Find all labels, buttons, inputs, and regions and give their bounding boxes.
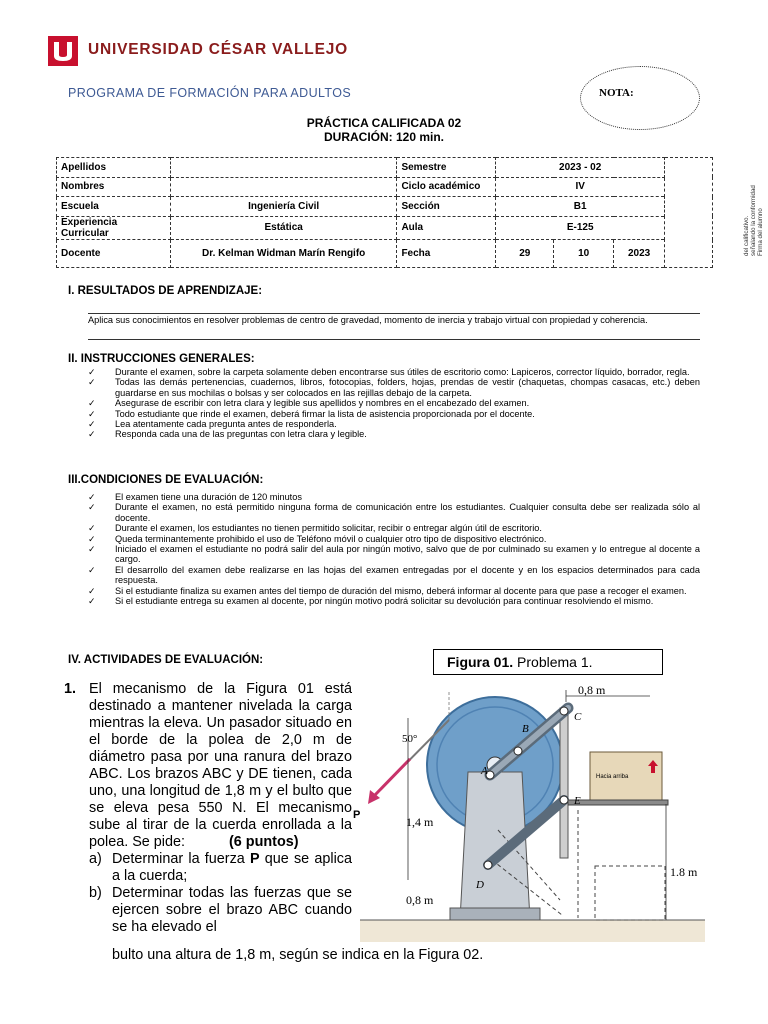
apellidos-label: Apellidos	[57, 158, 171, 178]
dim-top-label: 0,8 m	[578, 683, 606, 697]
label-a: A	[481, 765, 488, 777]
force-arrow	[374, 759, 410, 796]
section-1-title: I. RESULTADOS DE APRENDIZAJE:	[68, 285, 263, 297]
escuela-label: Escuela	[57, 197, 171, 217]
firma-note	[736, 176, 764, 256]
condition-item: ✓ Queda terminantemente prohibido el uso de Teléfono móvil o cualquier otro tipo de dispositivo electrónico.	[88, 534, 700, 544]
sub-a-label: a)	[89, 851, 102, 867]
university-logo	[48, 36, 78, 66]
sub-b-text: Determinar todas las fuerzas que se ejercen sobre el brazo ABC cuando se ha elevado el	[112, 885, 352, 935]
instruction-item: ✓ Todo estudiante que rinde el examen, deberá firmar la lista de asistencia proporcionada por el docente.	[88, 409, 700, 419]
section-2-title: II. INSTRUCCIONES GENERALES:	[68, 353, 255, 365]
problem-text: El mecanismo de la Figura 01 está destinado a mantener nivelada la carga mientras la eleva. Un pasador situado en el borde de la polea de 2,0 m de diámetro pasa por una ranura del brazo ABC. Los brazos ABC y DE tienen, cada uno, una longitud de 1,8 m y el bulto que se eleva pesa 550 N. El mecanismo sube al tirar de la cuerda enrollada a la polea. Se pide:	[89, 681, 352, 850]
seccion-value: B1	[496, 197, 665, 217]
nombres-field[interactable]	[170, 177, 397, 197]
bar-ce	[560, 708, 568, 858]
instruction-item: ✓ Asegurase de escribir con letra clara y legible sus apellidos y nombres en el encabezado del examen.	[88, 398, 700, 408]
problem-1	[52, 681, 352, 936]
docente-value: Dr. Kelman Widman Marín Rengifo	[170, 240, 397, 268]
condition-item: ✓ Si el estudiante finaliza su examen antes del tiempo de duración del mismo, deberá informar al docente para que pase a recoger el examen.	[88, 586, 700, 596]
force-label: P	[353, 809, 361, 821]
firma-line1: Firma del alumno	[757, 208, 764, 256]
ground	[360, 920, 705, 942]
label-d: D	[476, 879, 484, 891]
section-4-title: IV. ACTIVIDADES DE EVALUACIÓN:	[68, 654, 264, 666]
sub-b-label: b)	[89, 885, 102, 901]
support-post	[460, 772, 530, 920]
program-name: PROGRAMA DE FORMACIÓN PARA ADULTOS	[68, 86, 352, 100]
instruction-item: ✓ Todas las demás pertenencias, cuadernos, libros, fotocopias, folders, hojas, prendas de vestir (chaquetas, chompas casacas, etc.) deben guardarse en sus mochilas o bolsas y ser colocados en las rejillas debajo de la carpeta.	[88, 377, 700, 398]
seccion-label: Sección	[397, 197, 496, 217]
joint-c	[560, 707, 568, 715]
figure-caption-box	[433, 649, 663, 675]
student-info-table	[56, 157, 713, 268]
experiencia-label: Experiencia Curricular	[57, 216, 171, 240]
experiencia-value: Estática	[170, 216, 397, 240]
ciclo-label: Ciclo académico	[397, 177, 496, 197]
problem-number: 1.	[64, 681, 77, 697]
figure-label: Figura 01.	[447, 654, 514, 670]
section-1-bottom-rule	[88, 339, 700, 340]
sub-a-post: que se aplica a la cuerda;	[112, 851, 352, 884]
box-text: Hacia arriba	[596, 774, 629, 780]
problem-points: (6 puntos)	[229, 834, 299, 850]
joint-b	[514, 747, 522, 755]
fecha-month: 10	[554, 240, 614, 268]
support-base	[450, 908, 540, 920]
label-e: E	[574, 795, 581, 807]
condition-item: ✓ El desarrollo del examen debe realizarse en las hojas del examen entregadas por el docente y en los espacios determinados para cada respuesta.	[88, 565, 700, 586]
sub-a-bold: P	[249, 851, 260, 867]
apellidos-field[interactable]	[170, 158, 397, 178]
load-platform	[568, 800, 668, 805]
docente-label: Docente	[57, 240, 171, 268]
conditions-list	[88, 492, 700, 606]
aula-label: Aula	[397, 216, 496, 240]
semestre-label: Semestre	[397, 158, 496, 178]
figure-caption: Problema 1.	[517, 654, 593, 670]
instruction-item: ✓ Lea atentamente cada pregunta antes de responderla.	[88, 419, 700, 429]
condition-item: ✓ Durante el examen, no está permitido ninguna forma de comunicación entre los estudiantes. Cualquier consulta debe ser realizada sólo al docente.	[88, 502, 700, 523]
dim-right-label: 1.8 m	[670, 865, 698, 879]
joint-d	[484, 861, 492, 869]
instructions-list	[88, 367, 700, 440]
section-3-title: III.CONDICIONES DE EVALUACIÓN:	[68, 474, 264, 486]
nota-label: NOTA:	[599, 87, 634, 99]
condition-item: ✓ Durante el examen, los estudiantes no tienen permitido solicitar, recibir o entregar algún útil de escritorio.	[88, 523, 700, 533]
section-1-text: Aplica sus conocimientos en resolver problemas de centro de gravedad, momento de inercia y trabajo virtual con propiedad y coherencia.	[88, 315, 648, 325]
condition-item: ✓ El examen tiene una duración de 120 minutos	[88, 492, 700, 502]
box-arrow-stem	[651, 766, 655, 773]
ciclo-value: IV	[496, 177, 665, 197]
section-1-top-rule	[88, 313, 700, 314]
instruction-item: ✓ Durante el examen, sobre la carpeta solamente deben encontrarse sus útiles de escritorio como: Lapiceros, corrector líquido, borrador, regla.	[88, 367, 700, 377]
instruction-item: ✓ Responda cada una de las preguntas con letra clara y legible.	[88, 429, 700, 439]
sub-question-b	[52, 885, 352, 936]
firma-line2: señalando la conformidad	[750, 185, 757, 256]
box-lower-dashed	[595, 866, 665, 920]
dim-left-label: 1,4 m	[406, 815, 434, 829]
escuela-value: Ingeniería Civil	[170, 197, 397, 217]
condition-item: ✓ Iniciado el examen el estudiante no podrá salir del aula por ningún motivo, salvo que de por culminado su examen y lo entregue al docente a cargo.	[88, 544, 700, 565]
label-c: C	[574, 711, 582, 723]
label-b: B	[522, 723, 529, 735]
fecha-label: Fecha	[397, 240, 496, 268]
problem-last-line: bulto una altura de 1,8 m, según se indica en la Figura 02.	[112, 947, 484, 963]
angle-label: 50°	[402, 733, 418, 745]
exam-title: PRÁCTICA CALIFICADA 02	[306, 116, 462, 130]
firma-cell[interactable]	[665, 158, 713, 268]
dim-bottom-label: 0,8 m	[406, 893, 434, 907]
joint-e	[560, 796, 568, 804]
condition-item: ✓ Si el estudiante entrega su examen al docente, por ningún motivo podrá solicitar su devolución para continuar resolviendo el mismo.	[88, 596, 700, 606]
semestre-value: 2023 - 02	[496, 158, 665, 178]
exam-duration: DURACIÓN: 120 min.	[323, 130, 445, 144]
fecha-day: 29	[496, 240, 554, 268]
sub-question-a	[52, 851, 352, 885]
fecha-year: 2023	[614, 240, 665, 268]
mechanism-figure	[350, 680, 720, 942]
university-name: UNIVERSIDAD CÉSAR VALLEJO	[88, 41, 348, 58]
aula-value: E-125	[496, 216, 665, 240]
sub-a-pre: Determinar la fuerza	[112, 851, 250, 867]
nombres-label: Nombres	[57, 177, 171, 197]
firma-line3: del calificativo.	[743, 215, 750, 256]
